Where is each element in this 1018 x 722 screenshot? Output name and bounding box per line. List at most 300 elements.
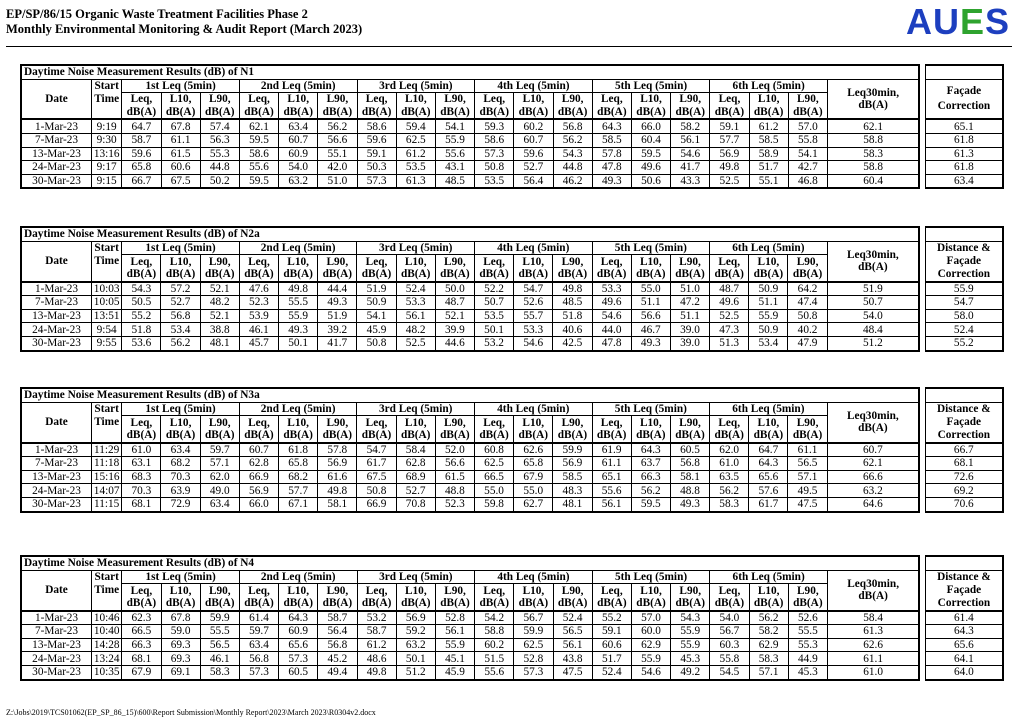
value-cell: 56.5 xyxy=(553,625,592,639)
value-cell: 57.2 xyxy=(161,282,200,296)
value-cell: 45.9 xyxy=(357,323,396,337)
value-cell: 61.0 xyxy=(122,443,161,457)
value-cell: 48.5 xyxy=(553,296,592,310)
value-cell: 61.9 xyxy=(592,443,631,457)
value-cell: 51.1 xyxy=(670,309,709,323)
value-cell: 49.2 xyxy=(671,665,710,679)
value-cell: 55.9 xyxy=(435,133,474,147)
value-cell: 47.9 xyxy=(788,336,827,350)
noise-table xyxy=(20,555,1004,681)
date-cell: 13-Mar-23 xyxy=(21,309,92,323)
unit-header: dB(A) xyxy=(514,106,553,120)
value-cell: 58.7 xyxy=(122,133,161,147)
unit-header: dB(A) xyxy=(592,597,631,611)
value-cell: 50.1 xyxy=(474,323,513,337)
value-cell: 47.4 xyxy=(788,296,827,310)
value-cell: 42.5 xyxy=(553,336,592,350)
value-cell: 42.7 xyxy=(788,161,827,175)
value-cell: 44.8 xyxy=(200,161,239,175)
value-cell: 48.2 xyxy=(200,296,239,310)
value-cell: 68.1 xyxy=(122,652,161,666)
table-row xyxy=(21,625,1003,639)
value-cell: 55.1 xyxy=(318,147,357,161)
value-cell: 53.4 xyxy=(161,323,200,337)
correction-cell: 69.2 xyxy=(925,484,1003,498)
time-cell: 9:15 xyxy=(92,174,122,188)
value-cell: 59.5 xyxy=(631,497,670,511)
sub-header: L90, xyxy=(671,93,710,106)
leq-group-header: 1st Leq (5min) xyxy=(122,402,240,416)
sub-header: L90, xyxy=(670,416,709,429)
unit-header: dB(A) xyxy=(670,268,709,282)
time-cell: 13:16 xyxy=(92,147,122,161)
value-cell: 50.9 xyxy=(749,323,788,337)
unit-header: dB(A) xyxy=(553,597,592,611)
table-row xyxy=(21,611,1003,625)
value-cell: 61.2 xyxy=(396,147,435,161)
time-cell: 14:28 xyxy=(92,638,122,652)
sub-header: L10, xyxy=(279,584,318,597)
value-cell: 53.9 xyxy=(239,309,278,323)
value-cell: 61.1 xyxy=(592,457,631,471)
value-cell: 65.1 xyxy=(592,470,631,484)
sub-header: L90, xyxy=(200,255,239,268)
value-cell: 56.1 xyxy=(435,625,474,639)
value-cell: 50.8 xyxy=(357,336,396,350)
date-cell: 30-Mar-23 xyxy=(21,174,92,188)
unit-header: dB(A) xyxy=(631,268,670,282)
value-cell: 63.1 xyxy=(122,457,161,471)
value-cell: 56.2 xyxy=(553,133,592,147)
leq30-cell: 62.1 xyxy=(827,119,919,133)
value-cell: 61.4 xyxy=(239,611,278,625)
value-cell: 50.1 xyxy=(279,336,318,350)
value-cell: 40.2 xyxy=(788,323,827,337)
time-cell: 10:35 xyxy=(92,665,122,679)
value-cell: 56.1 xyxy=(671,133,710,147)
value-cell: 62.6 xyxy=(514,443,553,457)
unit-header: dB(A) xyxy=(671,106,710,120)
unit-header: dB(A) xyxy=(710,597,749,611)
leq-group-header: 2nd Leq (5min) xyxy=(239,402,357,416)
value-cell: 57.3 xyxy=(279,652,318,666)
value-cell: 61.1 xyxy=(788,443,827,457)
sub-header: L10, xyxy=(514,584,553,597)
sub-header: L10, xyxy=(161,584,200,597)
value-cell: 55.9 xyxy=(671,625,710,639)
unit-header: dB(A) xyxy=(710,106,749,120)
value-cell: 50.0 xyxy=(435,282,474,296)
value-cell: 60.5 xyxy=(279,665,318,679)
time-cell: 14:07 xyxy=(92,484,122,498)
date-cell: 13-Mar-23 xyxy=(21,638,92,652)
sub-header: Leq, xyxy=(710,584,749,597)
sub-header: Leq, xyxy=(357,416,396,429)
value-cell: 57.3 xyxy=(475,147,514,161)
value-cell: 55.7 xyxy=(514,309,553,323)
correction-cell: 64.1 xyxy=(925,652,1003,666)
sub-header: L90, xyxy=(200,584,239,597)
value-cell: 56.6 xyxy=(318,133,357,147)
value-cell: 62.0 xyxy=(200,470,239,484)
value-cell: 68.2 xyxy=(279,470,318,484)
value-cell: 57.7 xyxy=(279,484,318,498)
value-cell: 55.6 xyxy=(239,161,278,175)
value-cell: 46.8 xyxy=(788,174,827,188)
value-cell: 47.6 xyxy=(239,282,278,296)
value-cell: 58.1 xyxy=(670,470,709,484)
noise-table xyxy=(20,64,1004,189)
leq30-cell: 63.2 xyxy=(827,484,919,498)
value-cell: 53.3 xyxy=(592,282,631,296)
unit-header: dB(A) xyxy=(396,106,435,120)
value-cell: 52.8 xyxy=(514,652,553,666)
table-row xyxy=(21,296,1003,310)
value-cell: 46.7 xyxy=(631,323,670,337)
value-cell: 69.1 xyxy=(161,665,200,679)
value-cell: 58.4 xyxy=(396,443,435,457)
unit-header: dB(A) xyxy=(670,429,709,443)
value-cell: 45.2 xyxy=(318,652,357,666)
value-cell: 60.9 xyxy=(279,625,318,639)
value-cell: 49.3 xyxy=(318,296,357,310)
value-cell: 53.4 xyxy=(749,336,788,350)
table-title: Daytime Noise Measurement Results (dB) of N1 xyxy=(21,65,919,79)
value-cell: 59.2 xyxy=(396,625,435,639)
unit-header: dB(A) xyxy=(710,268,749,282)
value-cell: 58.5 xyxy=(592,133,631,147)
value-cell: 47.3 xyxy=(710,323,749,337)
unit-header: dB(A) xyxy=(318,106,357,120)
value-cell: 58.3 xyxy=(749,652,788,666)
sub-header: L10, xyxy=(279,255,318,268)
leq30-cell: 50.7 xyxy=(827,296,919,310)
value-cell: 54.1 xyxy=(435,119,474,133)
value-cell: 51.0 xyxy=(318,174,357,188)
value-cell: 61.3 xyxy=(396,174,435,188)
leq-group-header: 5th Leq (5min) xyxy=(592,570,710,584)
value-cell: 56.7 xyxy=(710,625,749,639)
correction-cell: 61.8 xyxy=(925,133,1003,147)
value-cell: 61.1 xyxy=(161,133,200,147)
value-cell: 50.8 xyxy=(788,309,827,323)
sub-header: L10, xyxy=(396,93,435,106)
unit-header: dB(A) xyxy=(239,106,278,120)
sub-header: L10, xyxy=(631,584,670,597)
table-row xyxy=(21,174,1003,188)
value-cell: 59.9 xyxy=(200,611,239,625)
value-cell: 66.5 xyxy=(474,470,513,484)
leq30-cell: 58.3 xyxy=(827,147,919,161)
unit-header: dB(A) xyxy=(788,429,827,443)
value-cell: 55.6 xyxy=(592,484,631,498)
leq30-cell: 58.8 xyxy=(827,133,919,147)
value-cell: 57.1 xyxy=(749,665,788,679)
unit-header: dB(A) xyxy=(122,429,161,443)
value-cell: 49.8 xyxy=(279,282,318,296)
value-cell: 54.2 xyxy=(475,611,514,625)
time-cell: 9:54 xyxy=(92,323,122,337)
correction-cell: 64.3 xyxy=(925,625,1003,639)
sub-header: L10, xyxy=(749,93,788,106)
value-cell: 62.9 xyxy=(631,638,670,652)
leq-group-header: 5th Leq (5min) xyxy=(592,79,710,93)
value-cell: 51.7 xyxy=(749,161,788,175)
value-cell: 58.6 xyxy=(357,119,396,133)
sub-header: L10, xyxy=(514,416,553,429)
value-cell: 39.0 xyxy=(670,323,709,337)
sub-header: L90, xyxy=(318,93,357,106)
time-cell: 13:24 xyxy=(92,652,122,666)
value-cell: 70.3 xyxy=(161,470,200,484)
unit-header: dB(A) xyxy=(514,597,553,611)
date-header: Date xyxy=(21,402,92,443)
time-header: Time xyxy=(92,416,122,443)
value-cell: 53.3 xyxy=(396,296,435,310)
value-cell: 49.6 xyxy=(592,296,631,310)
value-cell: 55.1 xyxy=(749,174,788,188)
value-cell: 50.7 xyxy=(474,296,513,310)
sub-header: L90, xyxy=(553,584,592,597)
sub-header: Leq, xyxy=(592,416,631,429)
value-cell: 60.2 xyxy=(475,638,514,652)
unit-header: dB(A) xyxy=(553,268,592,282)
unit-header: dB(A) xyxy=(474,429,513,443)
correction-cell: 55.2 xyxy=(925,336,1003,350)
sub-header: L10, xyxy=(396,255,435,268)
unit-header: dB(A) xyxy=(357,429,396,443)
unit-header: dB(A) xyxy=(396,597,435,611)
unit-header: dB(A) xyxy=(671,597,710,611)
unit-header: dB(A) xyxy=(279,106,318,120)
value-cell: 52.5 xyxy=(710,174,749,188)
value-cell: 56.2 xyxy=(710,484,749,498)
value-cell: 59.1 xyxy=(710,119,749,133)
value-cell: 43.3 xyxy=(671,174,710,188)
sub-header: L90, xyxy=(788,255,827,268)
value-cell: 61.7 xyxy=(357,457,396,471)
date-cell: 7-Mar-23 xyxy=(21,133,92,147)
value-cell: 68.2 xyxy=(161,457,200,471)
value-cell: 43.1 xyxy=(435,161,474,175)
unit-header: dB(A) xyxy=(239,429,278,443)
sub-header: L90, xyxy=(553,255,592,268)
leq30-header: Leq30min, dB(A) xyxy=(827,241,919,282)
date-cell: 24-Mar-23 xyxy=(21,652,92,666)
sub-header: L10, xyxy=(161,416,200,429)
value-cell: 55.0 xyxy=(514,484,553,498)
leq-group-header: 1st Leq (5min) xyxy=(122,79,240,93)
value-cell: 54.6 xyxy=(671,147,710,161)
value-cell: 54.5 xyxy=(710,665,749,679)
value-cell: 49.3 xyxy=(670,497,709,511)
unit-header: dB(A) xyxy=(631,597,670,611)
correction-header: Distance & Façade Correction xyxy=(925,241,1003,282)
value-cell: 56.7 xyxy=(514,611,553,625)
value-cell: 60.3 xyxy=(710,638,749,652)
sub-header: L10, xyxy=(279,93,318,106)
value-cell: 55.9 xyxy=(631,652,670,666)
value-cell: 62.5 xyxy=(474,457,513,471)
unit-header: dB(A) xyxy=(592,429,631,443)
table-row xyxy=(21,161,1003,175)
sub-header: L90, xyxy=(318,584,357,597)
unit-header: dB(A) xyxy=(631,106,670,120)
sub-header: Leq, xyxy=(239,416,278,429)
sub-header: L10, xyxy=(161,255,200,268)
value-cell: 61.2 xyxy=(357,638,396,652)
sub-header: L90, xyxy=(318,416,357,429)
value-cell: 58.3 xyxy=(200,665,239,679)
value-cell: 65.8 xyxy=(122,161,161,175)
value-cell: 55.9 xyxy=(749,309,788,323)
value-cell: 51.8 xyxy=(553,309,592,323)
correction-cell: 66.7 xyxy=(925,443,1003,457)
value-cell: 56.9 xyxy=(710,147,749,161)
table-row xyxy=(21,133,1003,147)
leq-group-header: 6th Leq (5min) xyxy=(710,79,828,93)
correction-cell: 63.4 xyxy=(925,174,1003,188)
time-cell: 9:17 xyxy=(92,161,122,175)
value-cell: 69.3 xyxy=(161,638,200,652)
time-header: Time xyxy=(92,255,122,282)
value-cell: 52.4 xyxy=(396,282,435,296)
sub-header: L10, xyxy=(514,255,553,268)
value-cell: 61.8 xyxy=(279,443,318,457)
correction-cell: 64.0 xyxy=(925,665,1003,679)
value-cell: 45.7 xyxy=(239,336,278,350)
date-header: Date xyxy=(21,241,92,282)
sub-header: Leq, xyxy=(239,255,278,268)
unit-header: dB(A) xyxy=(122,106,161,120)
value-cell: 54.6 xyxy=(631,665,670,679)
value-cell: 50.8 xyxy=(357,484,396,498)
value-cell: 50.9 xyxy=(749,282,788,296)
value-cell: 56.1 xyxy=(396,309,435,323)
value-cell: 54.3 xyxy=(122,282,161,296)
value-cell: 56.1 xyxy=(592,497,631,511)
unit-header: dB(A) xyxy=(279,268,318,282)
value-cell: 60.7 xyxy=(514,133,553,147)
value-cell: 51.5 xyxy=(475,652,514,666)
sub-header: Leq, xyxy=(357,93,396,106)
value-cell: 41.7 xyxy=(671,161,710,175)
value-cell: 55.2 xyxy=(592,611,631,625)
sub-header: L10, xyxy=(631,255,670,268)
unit-header: dB(A) xyxy=(749,429,788,443)
value-cell: 56.1 xyxy=(553,638,592,652)
leq30-cell: 60.7 xyxy=(827,443,919,457)
value-cell: 63.4 xyxy=(279,119,318,133)
value-cell: 54.0 xyxy=(279,161,318,175)
value-cell: 55.5 xyxy=(200,625,239,639)
date-cell: 7-Mar-23 xyxy=(21,296,92,310)
leq30-cell: 51.9 xyxy=(827,282,919,296)
value-cell: 62.1 xyxy=(239,119,278,133)
date-cell: 7-Mar-23 xyxy=(21,625,92,639)
leq30-cell: 62.6 xyxy=(827,638,919,652)
time-cell: 11:15 xyxy=(92,497,122,511)
value-cell: 59.6 xyxy=(357,133,396,147)
unit-header: dB(A) xyxy=(396,268,435,282)
value-cell: 68.9 xyxy=(396,470,435,484)
correction-cell: 58.0 xyxy=(925,309,1003,323)
sub-header: L90, xyxy=(788,584,827,597)
unit-header: dB(A) xyxy=(710,429,749,443)
correction-cell: 52.4 xyxy=(925,323,1003,337)
value-cell: 52.2 xyxy=(474,282,513,296)
value-cell: 43.8 xyxy=(553,652,592,666)
sub-header: Leq, xyxy=(592,255,631,268)
value-cell: 48.8 xyxy=(670,484,709,498)
value-cell: 65.6 xyxy=(279,638,318,652)
value-cell: 60.6 xyxy=(161,161,200,175)
value-cell: 56.8 xyxy=(161,309,200,323)
value-cell: 58.5 xyxy=(749,133,788,147)
value-cell: 52.4 xyxy=(592,665,631,679)
value-cell: 55.6 xyxy=(435,147,474,161)
leq-group-header: 3rd Leq (5min) xyxy=(357,570,475,584)
value-cell: 62.9 xyxy=(749,638,788,652)
unit-header: dB(A) xyxy=(396,429,435,443)
unit-header: dB(A) xyxy=(318,597,357,611)
sub-header: Leq, xyxy=(239,93,278,106)
value-cell: 63.9 xyxy=(161,484,200,498)
noise-table-block xyxy=(20,387,1004,513)
leq30-cell: 61.3 xyxy=(827,625,919,639)
value-cell: 52.3 xyxy=(435,497,474,511)
value-cell: 58.7 xyxy=(357,625,396,639)
table-row xyxy=(21,119,1003,133)
leq-group-header: 4th Leq (5min) xyxy=(474,402,592,416)
sub-header: L10, xyxy=(279,416,318,429)
time-cell: 10:05 xyxy=(92,296,122,310)
leq-group-header: 2nd Leq (5min) xyxy=(239,79,357,93)
report-title: EP/SP/86/15 Organic Waste Treatment Facilities Phase 2 xyxy=(6,7,308,21)
date-cell: 24-Mar-23 xyxy=(21,161,92,175)
value-cell: 55.8 xyxy=(788,133,827,147)
table-title: Daytime Noise Measurement Results (dB) of N2a xyxy=(21,227,919,241)
value-cell: 56.4 xyxy=(514,174,553,188)
value-cell: 62.5 xyxy=(514,638,553,652)
unit-header: dB(A) xyxy=(592,106,631,120)
unit-header: dB(A) xyxy=(161,597,200,611)
value-cell: 57.8 xyxy=(592,147,631,161)
unit-header: dB(A) xyxy=(592,268,631,282)
sub-header: Leq, xyxy=(357,584,396,597)
value-cell: 64.7 xyxy=(749,443,788,457)
date-cell: 24-Mar-23 xyxy=(21,323,92,337)
value-cell: 66.3 xyxy=(122,638,161,652)
value-cell: 49.3 xyxy=(279,323,318,337)
value-cell: 48.1 xyxy=(200,336,239,350)
report-header xyxy=(6,7,362,37)
unit-header: dB(A) xyxy=(749,268,788,282)
value-cell: 56.5 xyxy=(200,638,239,652)
value-cell: 49.3 xyxy=(631,336,670,350)
value-cell: 59.6 xyxy=(122,147,161,161)
table-title: Daytime Noise Measurement Results (dB) of N4 xyxy=(21,556,919,570)
value-cell: 51.9 xyxy=(318,309,357,323)
time-cell: 15:16 xyxy=(92,470,122,484)
value-cell: 68.3 xyxy=(122,470,161,484)
unit-header: dB(A) xyxy=(749,106,788,120)
correction-cell: 54.7 xyxy=(925,296,1003,310)
value-cell: 61.6 xyxy=(318,470,357,484)
value-cell: 58.6 xyxy=(239,147,278,161)
value-cell: 48.7 xyxy=(710,282,749,296)
value-cell: 53.6 xyxy=(122,336,161,350)
